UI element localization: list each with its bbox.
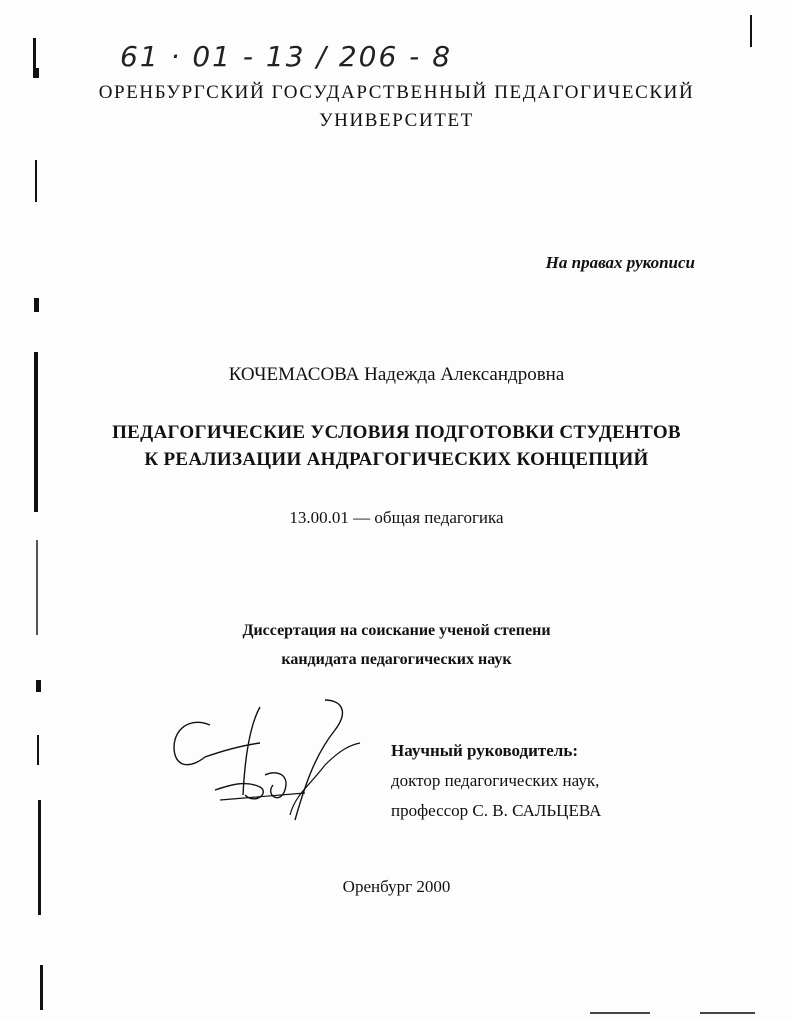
rights-note: На правах рукописи xyxy=(545,253,695,272)
city-year: Оренбург 2000 xyxy=(342,877,451,896)
scan-edge-mark xyxy=(750,15,752,47)
handwritten-part: - xyxy=(242,40,256,73)
author-name: КОЧЕМАСОВА Надежда Александровна xyxy=(228,364,565,385)
scan-edge-mark xyxy=(34,298,39,312)
scan-edge-mark xyxy=(33,38,36,70)
scan-edge-mark xyxy=(36,680,41,692)
handwritten-part: · xyxy=(170,40,182,73)
scan-edge-mark xyxy=(35,160,37,202)
handwritten-part: 13 xyxy=(265,40,306,73)
scan-edge-mark xyxy=(33,68,39,78)
scan-edge-mark xyxy=(37,735,39,765)
institution-line-1: ОРЕНБУРГСКИЙ ГОСУДАРСТВЕННЫЙ ПЕДАГОГИЧЕСКИЙ xyxy=(98,82,695,103)
advisor-block xyxy=(391,736,601,826)
handwritten-part: / xyxy=(316,40,328,73)
scan-edge-mark xyxy=(40,965,43,1010)
advisor-heading: Научный руководитель: xyxy=(391,741,578,760)
title-line-2: К РЕАЛИЗАЦИИ АНДРАГОГИЧЕСКИХ КОНЦЕПЦИЙ xyxy=(144,449,649,470)
handwritten-part: 61 xyxy=(120,40,160,73)
institution-line-2: УНИВЕРСИТЕТ xyxy=(319,110,474,131)
scan-edge-mark xyxy=(700,1012,755,1014)
scan-edge-mark xyxy=(590,1012,650,1014)
specialty-code: 13.00.01 — общая педагогика xyxy=(289,508,504,527)
handwritten-part: 206 xyxy=(338,40,399,73)
advisor-name: профессор С. В. САЛЬЦЕВА xyxy=(391,801,602,820)
handwritten-part: 8 xyxy=(432,40,453,73)
title-line-1: ПЕДАГОГИЧЕСКИЕ УСЛОВИЯ ПОДГОТОВКИ СТУДЕНТОВ xyxy=(112,422,681,443)
advisor-degree: доктор педагогических наук, xyxy=(391,771,600,790)
dissertation-line-1: Диссертация на соискание ученой степени xyxy=(242,622,551,639)
handwritten-part: - xyxy=(409,40,422,73)
handwritten-part: 01 xyxy=(192,40,232,73)
scan-edge-mark xyxy=(38,800,41,915)
scan-edge-mark xyxy=(36,540,38,635)
signature xyxy=(165,695,365,830)
dissertation-line-2: кандидата педагогических наук xyxy=(281,651,512,668)
